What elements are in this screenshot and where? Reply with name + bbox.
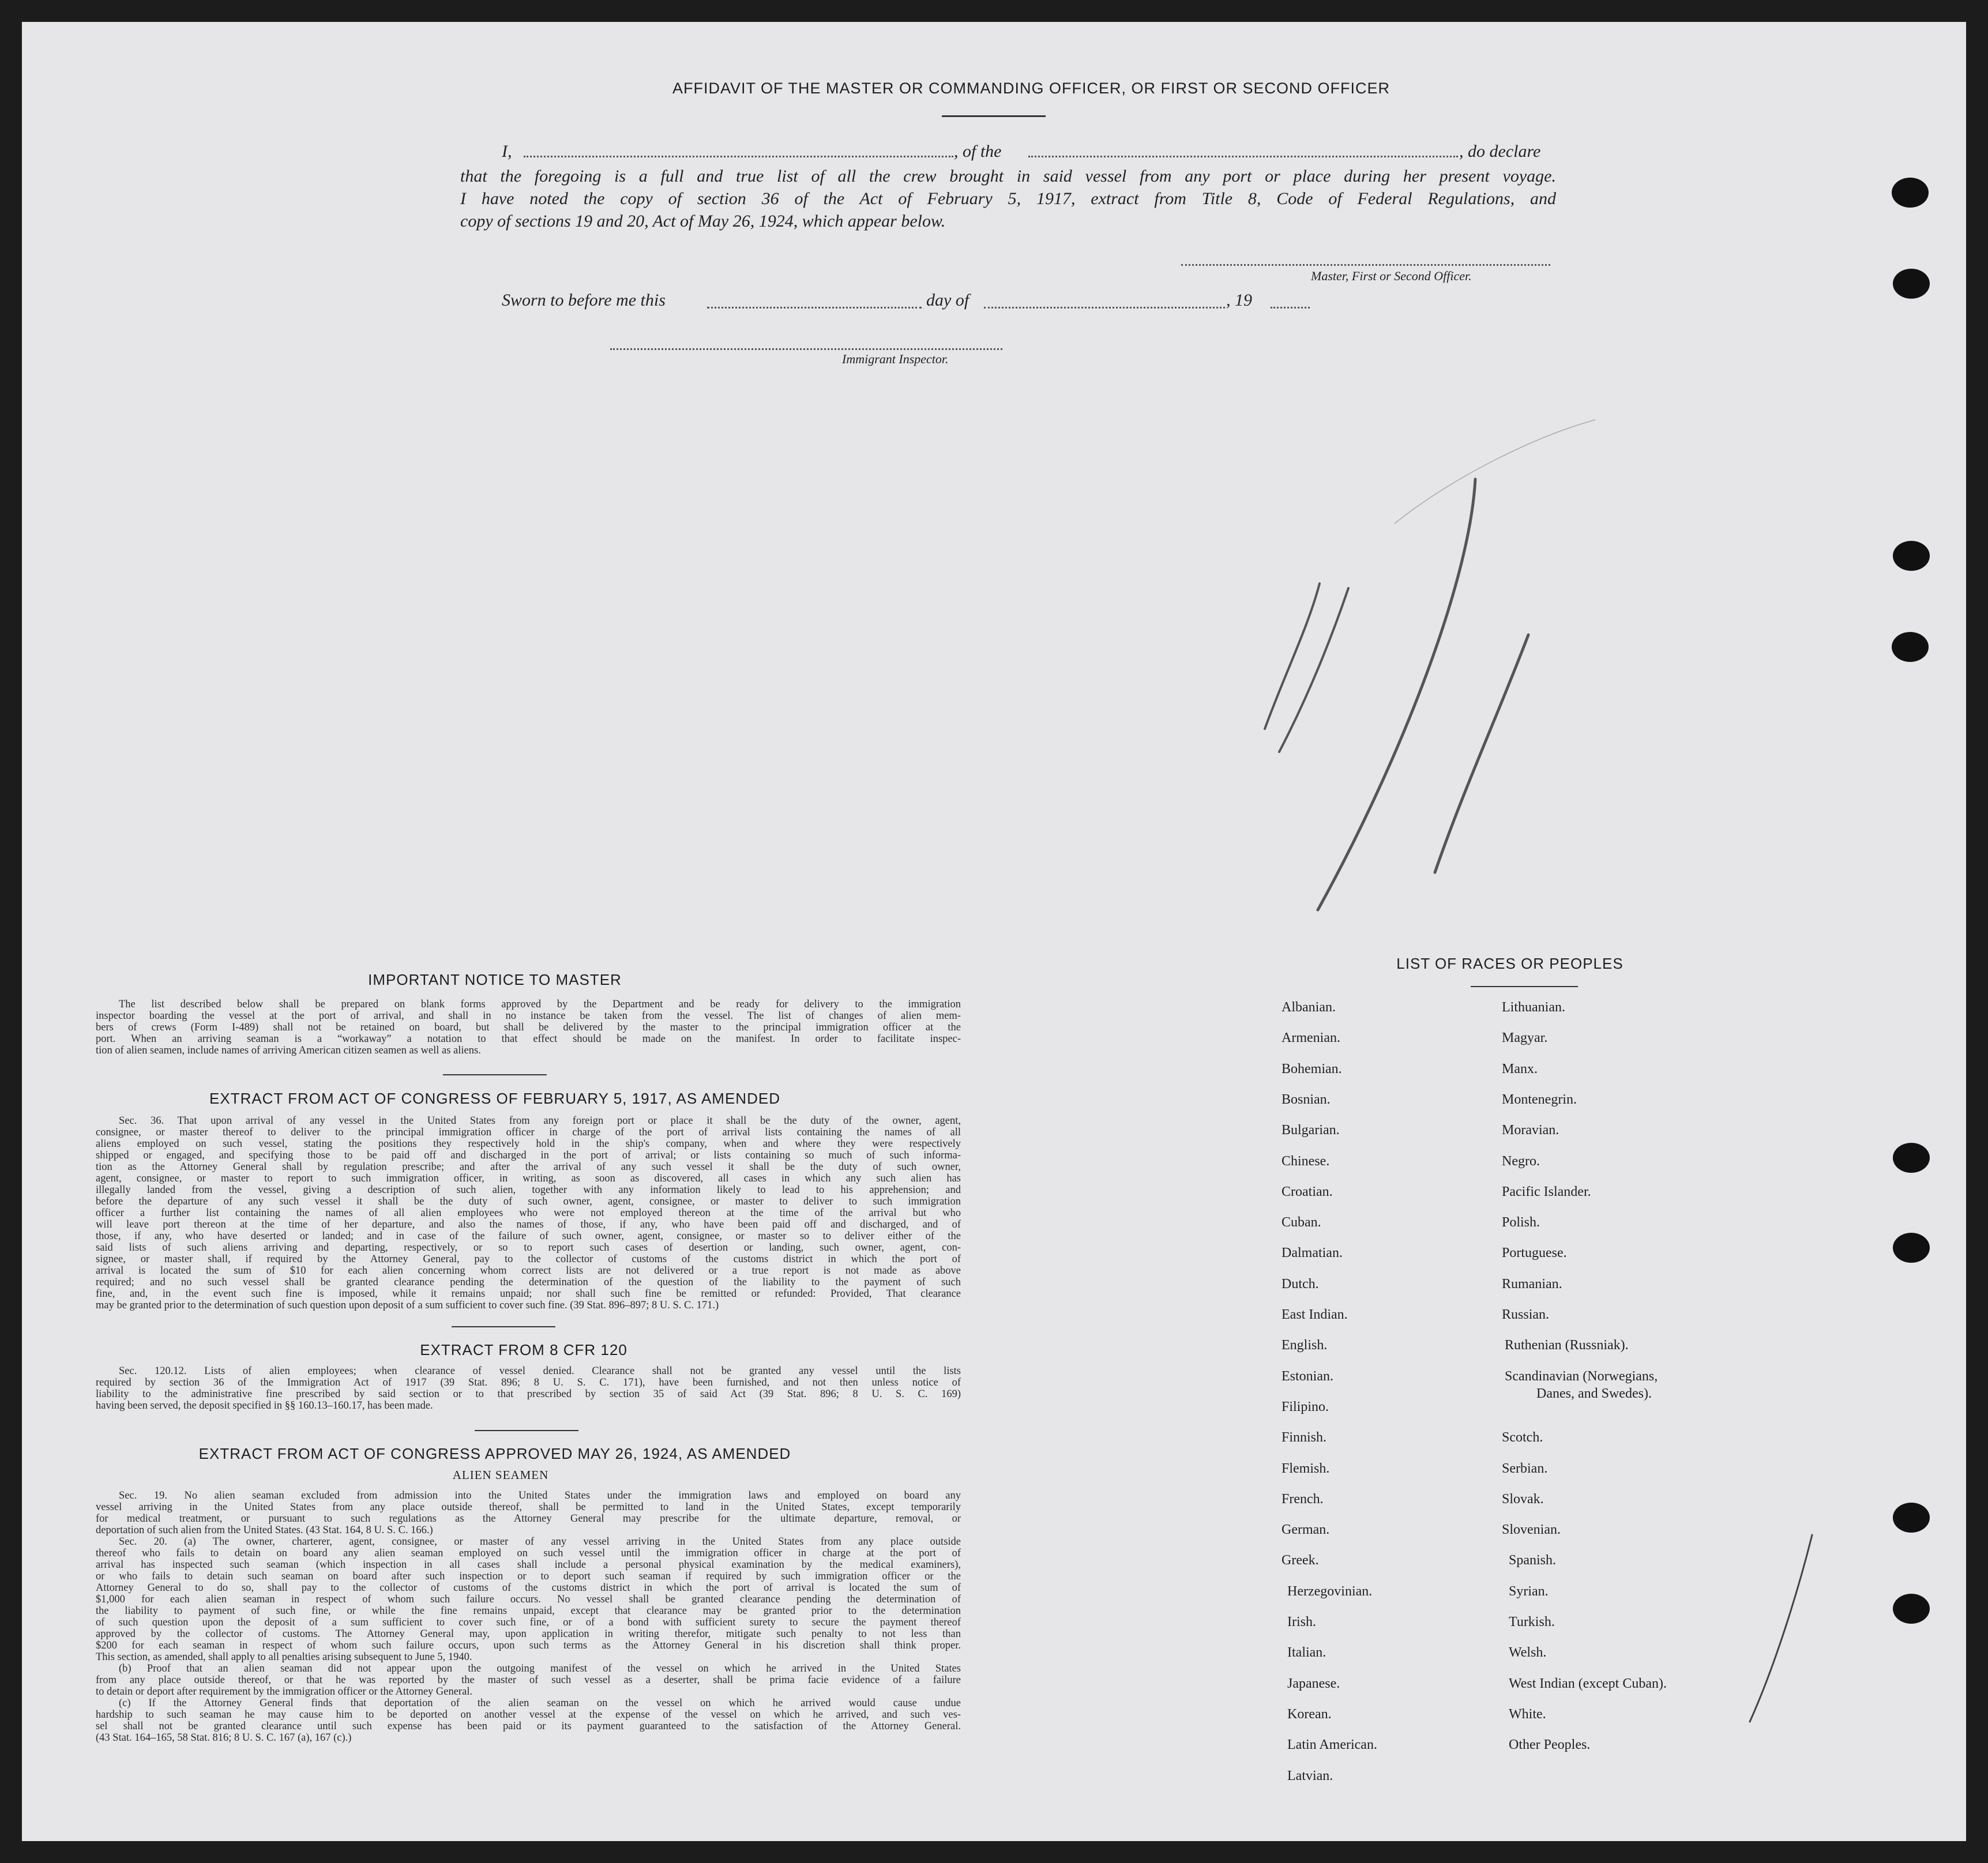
affidavit-line-2: that the foregoing is a full and true list of all the crew brought in said vessel from any port or place during her present voyage. xyxy=(460,167,1556,186)
race-item: Scotch. xyxy=(1502,1430,1543,1445)
extract-1924-line: thereof who fails to detain on board any alien seaman employed on such vessel until the immigration officer in charge at the port of xyxy=(96,1548,961,1559)
extract-1917-line: arrival is located the sum of $10 for each alien concerning whom correct lists are not delivered or a true report is not made as above xyxy=(96,1265,961,1277)
extract-1917-line: shipped or engaged, and specifying those to be paid off and discharged in the port of arrival; or lists containing so much of such informa- xyxy=(96,1150,961,1161)
race-item: Lithuanian. xyxy=(1502,1000,1565,1015)
extract-1917-line: consignee, or master thereof to deliver to the principal immigration officer in charge of the port of arrival lists containing the names of all xyxy=(96,1127,961,1138)
extract-1924-line: Sec. 20. (a) The owner, charterer, agent, consignee, or master of any vessel arriving in the United States from any place outside xyxy=(119,1536,961,1548)
extract-1917-line: those, if any, who have deserted or landed; and in case of the failure of such owner, agent, consignee, or master so to deliver either of the xyxy=(96,1230,961,1242)
race-item: Latvian. xyxy=(1287,1768,1333,1783)
extract-1917-line: Sec. 36. That upon arrival of any vessel in the United States from any foreign port or place it shall be the duty of the owner, agent, xyxy=(119,1115,961,1127)
race-item: Estonian. xyxy=(1282,1369,1333,1384)
extract-1924-line: sel shall not be granted clearance until such expense has been paid or its payment guaranteed to the satisfaction of the Attorney General. xyxy=(96,1721,961,1732)
extract-1924-line: from any place outside thereof, or that he was reported by the master of such vessel as a deserter, shall be prima facie evidence of a failure xyxy=(96,1674,961,1686)
race-item: Armenian. xyxy=(1282,1030,1340,1045)
extract-1917-line: agent, consignee, or master to report to such immigration officer, in writing, as soon as discovered, all cases in which any such alien has xyxy=(96,1173,961,1184)
extract-1924-line: This section, as amended, shall apply to all penalties arising subsequent to June 5, 1940. xyxy=(96,1651,472,1663)
race-item: Bulgarian. xyxy=(1282,1123,1340,1138)
race-item: Serbian. xyxy=(1502,1461,1548,1476)
race-item: Manx. xyxy=(1502,1062,1538,1077)
race-item: Albanian. xyxy=(1282,1000,1336,1015)
extract-1924-line: Attorney General to do so, shall pay to the collector of customs of the customs district in which the port of arrival is located the sum of xyxy=(96,1582,961,1594)
race-item: Latin American. xyxy=(1287,1737,1377,1752)
extract-1924-subtitle: ALIEN SEAMEN xyxy=(452,1468,549,1482)
race-item: Moravian. xyxy=(1502,1123,1559,1138)
affidavit-line-3: I have noted the copy of section 36 of the Act of February 5, 1917, extract from Title 8, Code of Federal Regulations, and xyxy=(460,189,1556,208)
race-item: Chinese. xyxy=(1282,1154,1330,1169)
race-item: Spanish. xyxy=(1509,1553,1557,1568)
race-item: Flemish. xyxy=(1282,1461,1330,1476)
race-item: Russian. xyxy=(1502,1307,1550,1322)
extract-1924-line: vessel arriving in the United States from any place outside thereof, shall be permitted to land in the United States, except temporarily xyxy=(96,1501,961,1513)
race-item: Welsh. xyxy=(1509,1645,1547,1660)
extract-1917-line: before the departure of any such vessel it shall be the duty of such owner, agent, consignee, or master to deliver to such immigration xyxy=(96,1196,961,1207)
extract-cfr-line: liability to the administrative fine prescribed by said section or to that prescribed by section 35 of said Act (39 Stat. 896; 8 U. S. C. 169) xyxy=(96,1388,961,1400)
race-item: Bosnian. xyxy=(1282,1092,1331,1107)
extract-1917-line: illegally landed from the vessel, giving a description of such alien, together with any information likely to lead to his apprehension; and xyxy=(96,1184,961,1196)
extract-1917-line: aliens employed on such vessel, stating the positions they respectively hold in the ship's company, when and where they were respectively xyxy=(96,1138,961,1150)
extract-1917-line: may be granted prior to the determination of such question upon deposit of a sum sufficient to cover such fine. (39 Stat. 896–897; 8 U. S. C. 171.) xyxy=(96,1300,719,1311)
extract-cfr-line: Sec. 120.12. Lists of alien employees; when clearance of vessel denied. Clearance shall not be granted any vessel until the lists xyxy=(119,1365,961,1377)
of-the-label: , of the xyxy=(954,142,1002,161)
race-item: Dutch. xyxy=(1282,1277,1319,1292)
extract-1917-line: officer a further list containing the names of all alien employees who were not employed thereon at the time of the arrival but who xyxy=(96,1207,961,1219)
extract-cfr-line: having been served, the deposit specified in §§ 160.13–160.17, has been made. xyxy=(96,1400,433,1412)
race-item: Herzegovinian. xyxy=(1287,1584,1373,1599)
race-item: Slovak. xyxy=(1502,1492,1544,1507)
race-item: Syrian. xyxy=(1509,1584,1549,1599)
race-item: East Indian. xyxy=(1282,1307,1348,1322)
race-item: Danes, and Swedes). xyxy=(1536,1386,1652,1401)
race-item: Negro. xyxy=(1502,1154,1540,1169)
race-item: Finnish. xyxy=(1282,1430,1327,1445)
race-item: Magyar. xyxy=(1502,1030,1548,1045)
extract-cfr-line: required by section 36 of the Immigration Act of 1917 (39 Stat. 896; 8 U. S. C. 171), have been furnished, and not then unless notice of xyxy=(96,1377,961,1388)
race-item: Croatian. xyxy=(1282,1184,1333,1199)
extract-1924-line: $1,000 for each alien seaman in respect of whom such failure occurs. No vessel shall be granted clearance pending the determination of xyxy=(96,1594,961,1605)
inspector-signature-caption: Immigrant Inspector. xyxy=(842,352,949,366)
extract-1924-line: hardship to such seaman he may cause him to be deported on another vessel at the expense of the vessel on which he arrived, and such ves- xyxy=(96,1709,961,1721)
extract-1917-line: said lists of such aliens arriving and departing, respectively, or so to report such cases of desertion or landing, such owner, agent, con- xyxy=(96,1242,961,1254)
form-page xyxy=(22,22,1966,1841)
race-item: Pacific Islander. xyxy=(1502,1184,1591,1199)
master-signature-caption: Master, First or Second Officer. xyxy=(1311,269,1472,283)
race-item: Japanese. xyxy=(1287,1676,1340,1691)
extract-1924-line: of such question upon the deposit of a sum sufficient to cover such fine, or of a bond with sufficient surety to secure the payment thereof xyxy=(96,1617,961,1628)
race-item: Filipino. xyxy=(1282,1399,1329,1414)
race-item: White. xyxy=(1509,1707,1546,1722)
extract-1917-line: will leave port thereon at the time of her departure, and also the names of those, if any, who have been paid off and discharged, and of xyxy=(96,1219,961,1230)
race-item: Cuban. xyxy=(1282,1215,1321,1230)
extract-1917-title: EXTRACT FROM ACT OF CONGRESS OF FEBRUARY 5, 1917, AS AMENDED xyxy=(209,1090,780,1107)
extract-1917-line: tion as the Attorney General shall by regulation prescribe; and after the arrival of any such vessel it shall be the duty of such owner, xyxy=(96,1161,961,1173)
extract-1917-line: fine, and, in the event such fine is imposed, while it remains unpaid; nor shall such fine be remitted or refunded: Provided, That clearance xyxy=(96,1288,961,1300)
notice-line: port. When an arriving seaman is a “workaway” a notation to that effect should be made on the manifest. In order to facilitate inspec- xyxy=(96,1033,961,1045)
race-item: Greek. xyxy=(1282,1553,1319,1568)
extract-1924-line: for medical treatment, or pursuant to such regulations as the Attorney General may prescribe for the ultimate departure, removal, or xyxy=(96,1513,961,1525)
race-item: English. xyxy=(1282,1338,1328,1353)
pencil-marks xyxy=(22,22,1966,1841)
race-item: Korean. xyxy=(1287,1707,1332,1722)
race-item: Ruthenian (Russniak). xyxy=(1505,1338,1629,1353)
extract-1924-title: EXTRACT FROM ACT OF CONGRESS APPROVED MAY 26, 1924, AS AMENDED xyxy=(198,1445,791,1462)
race-item: Italian. xyxy=(1287,1645,1326,1660)
extract-1924-line: $200 for each seaman in respect of whom such failure occurs, upon such terms as the Attorney General in his discretion shall think proper. xyxy=(96,1640,961,1651)
extract-1924-line: arrival has inspected such seaman (which inspection in all cases shall include a personal physical examination by the medical examiners), xyxy=(96,1559,961,1571)
race-item: Portuguese. xyxy=(1502,1245,1567,1260)
affidavit-line-4: copy of sections 19 and 20, Act of May 26, 1924, which appear below. xyxy=(460,212,946,231)
sworn-label: Sworn to before me this xyxy=(502,291,666,310)
race-item: West Indian (except Cuban). xyxy=(1509,1676,1667,1691)
extract-1924-line: or who fails to detain such seaman on board after such inspection or to deport such seaman if required by such immigration officer or the xyxy=(96,1571,961,1582)
race-item: Polish. xyxy=(1502,1215,1540,1230)
extract-1924-line: deportation of such alien from the United States. (43 Stat. 164, 8 U. S. C. 166.) xyxy=(96,1525,433,1536)
race-item: Other Peoples. xyxy=(1509,1737,1591,1752)
extract-1917-line: required; and no such vessel shall be granted clearance pending the determination of the question of the liability to the payment of such xyxy=(96,1277,961,1288)
extract-1924-line: approved by the collector of customs. The Attorney General may, upon application in writing therefor, mitigate such penalty to not less than xyxy=(96,1628,961,1640)
race-item: Irish. xyxy=(1287,1614,1316,1629)
extract-1924-line: (b) Proof that an alien seaman did not appear upon the outgoing manifest of the vessel on which he arrived in the United States xyxy=(119,1663,961,1674)
race-item: Montenegrin. xyxy=(1502,1092,1577,1107)
race-item: Scandinavian (Norwegians, xyxy=(1505,1369,1658,1384)
race-item: Bohemian. xyxy=(1282,1062,1342,1077)
extract-1924-line: to detain or deport after requirement by the immigration officer or the Attorney General. xyxy=(96,1686,473,1698)
year-label: , 19 xyxy=(1226,291,1252,310)
races-title: LIST OF RACES OR PEOPLES xyxy=(1396,955,1624,972)
extract-cfr-title: EXTRACT FROM 8 CFR 120 xyxy=(420,1341,627,1358)
extract-1924-line: Sec. 19. No alien seaman excluded from admission into the United States under the immigration laws and employed on board any xyxy=(119,1490,961,1501)
race-item: Slovenian. xyxy=(1502,1522,1561,1537)
notice-line: tion of alien seamen, include names of arriving American citizen seamen as well as aliens. xyxy=(96,1045,481,1056)
race-item: French. xyxy=(1282,1492,1324,1507)
extract-1924-line: (c) If the Attorney General finds that deportation of the alien seaman on the vessel on which he arrived would cause undue xyxy=(119,1698,961,1709)
do-declare-label: , do declare xyxy=(1459,142,1541,161)
race-item: Dalmatian. xyxy=(1282,1245,1343,1260)
race-item: German. xyxy=(1282,1522,1330,1537)
extract-1924-line: (43 Stat. 164–165, 58 Stat. 816; 8 U. S. C. 167 (a), 167 (c).) xyxy=(96,1732,352,1744)
race-item: Turkish. xyxy=(1509,1614,1555,1629)
extract-1917-line: signee, or master shall, if required by the Attorney General, pay to the collector of customs of the customs district in which the port of xyxy=(96,1254,961,1265)
race-item: Rumanian. xyxy=(1502,1277,1562,1292)
notice-title: IMPORTANT NOTICE TO MASTER xyxy=(368,971,622,988)
notice-line: bers of crews (Form I-489) shall not be retained on board, but shall be delivered by the master to the principal immigration officer at the xyxy=(96,1022,961,1033)
notice-line: The list described below shall be prepared on blank forms approved by the Department and be ready for delivery to the immigration xyxy=(119,999,961,1010)
extract-1924-line: the liability to payment of such fine, or while the fine remains unpaid, except that clearance may be granted prior to the determination xyxy=(96,1605,961,1617)
notice-line: inspector boarding the vessel at the port of arrival, and shall in no instance be taken from the vessel. The list of changes of alien mem- xyxy=(96,1010,961,1022)
affidavit-title: AFFIDAVIT OF THE MASTER OR COMMANDING OFFICER, OR FIRST OR SECOND OFFICER xyxy=(672,80,1391,97)
declarant-label: I, xyxy=(502,142,512,161)
day-of-label: day of xyxy=(926,291,969,310)
